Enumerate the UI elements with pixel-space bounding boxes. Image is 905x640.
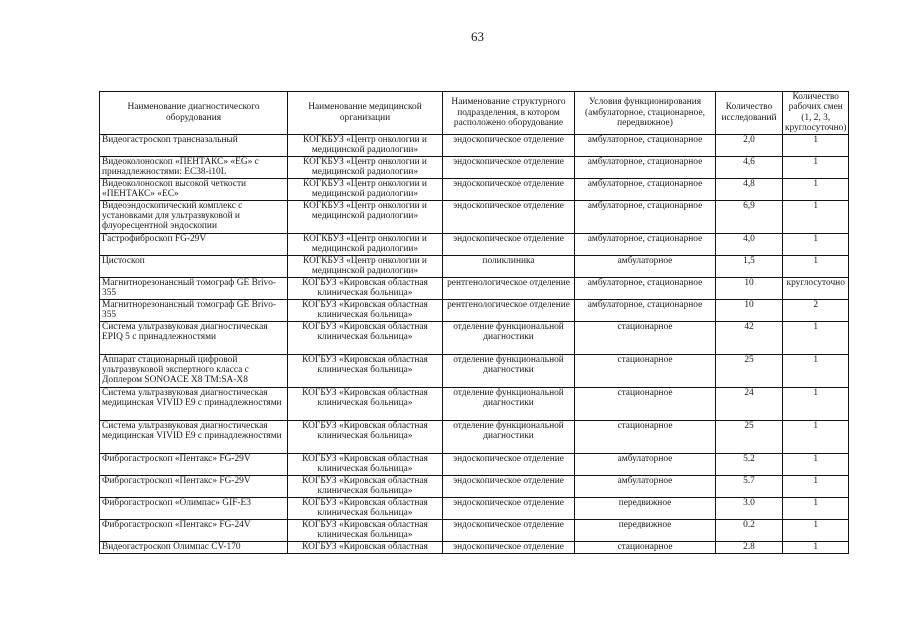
cell-equipment-name: Фиброгастроскоп «Олимпас» GIF-E3 xyxy=(100,497,288,519)
cell-shift-count: 1 xyxy=(783,519,849,541)
cell-organization: КОГБУЗ «Кировская областная клиническая больница» xyxy=(288,354,443,387)
cell-shift-count: 1 xyxy=(783,178,849,200)
cell-shift-count: 1 xyxy=(783,354,849,387)
cell-organization: КОГКБУЗ «Центр онкологии и медицинской радиологии» xyxy=(288,134,443,156)
cell-study-count: 3.0 xyxy=(716,497,783,519)
cell-study-count: 5.2 xyxy=(716,453,783,475)
cell-department: эндоскопическое отделение xyxy=(443,475,575,497)
cell-study-count: 10 xyxy=(716,277,783,299)
cell-conditions: амбулаторное, стационарное xyxy=(575,277,716,299)
cell-conditions: стационарное xyxy=(575,321,716,354)
cell-organization: КОГКБУЗ «Центр онкологии и медицинской радиологии» xyxy=(288,178,443,200)
cell-study-count: 4,6 xyxy=(716,156,783,178)
cell-conditions: стационарное xyxy=(575,354,716,387)
cell-shift-count: 1 xyxy=(783,541,849,553)
table-row xyxy=(100,453,849,475)
cell-conditions: передвижное xyxy=(575,497,716,519)
cell-shift-count: 1 xyxy=(783,255,849,277)
cell-shift-count: 1 xyxy=(783,134,849,156)
cell-shift-count: 1 xyxy=(783,453,849,475)
table-header xyxy=(100,92,849,135)
cell-study-count: 42 xyxy=(716,321,783,354)
table-row xyxy=(100,519,849,541)
table-row xyxy=(100,475,849,497)
cell-equipment-name: Видеоколоноскоп высокой четкости «ПЕНТАКС» «EC» xyxy=(100,178,288,200)
header-conditions: Условия функционирования (амбулаторное, стационарное, передвижное) xyxy=(575,92,716,135)
table-row xyxy=(100,420,849,453)
cell-conditions: амбулаторное, стационарное xyxy=(575,178,716,200)
cell-equipment-name: Система ультразвуковая диагностическая EPIQ 5 с принадлежностями xyxy=(100,321,288,354)
cell-department: эндоскопическое отделение xyxy=(443,519,575,541)
table-row xyxy=(100,387,849,420)
cell-shift-count: 1 xyxy=(783,200,849,233)
cell-conditions: амбулаторное, стационарное xyxy=(575,233,716,255)
cell-conditions: амбулаторное xyxy=(575,255,716,277)
cell-department: эндоскопическое отделение xyxy=(443,541,575,553)
table-row xyxy=(100,134,849,156)
table-row xyxy=(100,354,849,387)
cell-study-count: 0.2 xyxy=(716,519,783,541)
cell-organization: КОГБУЗ «Кировская областная клиническая больница» xyxy=(288,453,443,475)
cell-study-count: 25 xyxy=(716,420,783,453)
cell-shift-count: 1 xyxy=(783,156,849,178)
cell-department: эндоскопическое отделение xyxy=(443,134,575,156)
cell-department: эндоскопическое отделение xyxy=(443,178,575,200)
table-row xyxy=(100,233,849,255)
header-shift-count: Количество рабочих смен (1, 2, 3, круглосуточно) xyxy=(783,92,849,135)
cell-equipment-name: Фиброгастроскоп «Пентакс» FG-24V xyxy=(100,519,288,541)
cell-conditions: стационарное xyxy=(575,387,716,420)
cell-department: рентгенологическое отделение xyxy=(443,299,575,321)
cell-organization: КОГБУЗ «Кировская областная клиническая больница» xyxy=(288,420,443,453)
cell-shift-count: 1 xyxy=(783,497,849,519)
cell-conditions: передвижное xyxy=(575,519,716,541)
cell-organization: КОГБУЗ «Кировская областная клиническая больница» xyxy=(288,497,443,519)
cell-conditions: амбулаторное, стационарное xyxy=(575,200,716,233)
table-row xyxy=(100,299,849,321)
cell-organization: КОГКБУЗ «Центр онкологии и медицинской радиологии» xyxy=(288,255,443,277)
header-department: Наименование структурного подразделения, в котором расположено оборудование xyxy=(443,92,575,135)
table-row xyxy=(100,255,849,277)
cell-equipment-name: Аппарат стационарный цифровой ультразвуковой экспертного класса с Доплером SONOACE X8 TM:SA-X8 xyxy=(100,354,288,387)
equipment-table xyxy=(99,91,849,554)
cell-organization: КОГБУЗ «Кировская областная xyxy=(288,541,443,553)
cell-study-count: 2.8 xyxy=(716,541,783,553)
cell-study-count: 4,0 xyxy=(716,233,783,255)
cell-equipment-name: Фиброгастроскоп «Пентакс» FG-29V xyxy=(100,453,288,475)
cell-equipment-name: Магнитнорезонансный томограф GE Brivo-355 xyxy=(100,299,288,321)
cell-equipment-name: Гастрофиброскоп FG-29V xyxy=(100,233,288,255)
cell-equipment-name: Система ультразвуковая диагностическая медицинская VIVID E9 с принадлежностями xyxy=(100,387,288,420)
table-row xyxy=(100,178,849,200)
table-row xyxy=(100,321,849,354)
page-number: 63 xyxy=(471,29,484,44)
table-row xyxy=(100,156,849,178)
cell-department: эндоскопическое отделение xyxy=(443,497,575,519)
table-row xyxy=(100,200,849,233)
cell-study-count: 1,5 xyxy=(716,255,783,277)
cell-shift-count: 1 xyxy=(783,321,849,354)
cell-equipment-name: Цистоскоп xyxy=(100,255,288,277)
equipment-table-container xyxy=(99,91,849,554)
cell-department: эндоскопическое отделение xyxy=(443,233,575,255)
cell-shift-count: круглосуточно xyxy=(783,277,849,299)
cell-study-count: 5.7 xyxy=(716,475,783,497)
cell-shift-count: 2 xyxy=(783,299,849,321)
cell-organization: КОГКБУЗ «Центр онкологии и медицинской радиологии» xyxy=(288,233,443,255)
header-row xyxy=(100,92,849,135)
cell-shift-count: 1 xyxy=(783,475,849,497)
cell-study-count: 4,8 xyxy=(716,178,783,200)
table-row xyxy=(100,541,849,553)
cell-conditions: стационарное xyxy=(575,420,716,453)
cell-equipment-name: Фиброгастроскоп «Пентакс» FG-29V xyxy=(100,475,288,497)
cell-organization: КОГБУЗ «Кировская областная клиническая больница» xyxy=(288,387,443,420)
cell-equipment-name: Видеоколоноскоп «ПЕНТАКС» «EG» с принадлежностями: EC38-i10L xyxy=(100,156,288,178)
cell-department: отделение функциональной диагностики xyxy=(443,321,575,354)
cell-department: эндоскопическое отделение xyxy=(443,156,575,178)
cell-department: отделение функциональной диагностики xyxy=(443,354,575,387)
cell-equipment-name: Видеогастроскоп Олимпас CV-170 xyxy=(100,541,288,553)
cell-conditions: амбулаторное, стационарное xyxy=(575,299,716,321)
cell-study-count: 10 xyxy=(716,299,783,321)
cell-equipment-name: Видеоэндоскопический комплекс с установками для ультразвуковой и флуоресцентной эндоскопии xyxy=(100,200,288,233)
header-equipment-name: Наименование диагностического оборудования xyxy=(100,92,288,135)
cell-equipment-name: Магнитнорезонансный томограф GE Brivo-355 xyxy=(100,277,288,299)
cell-study-count: 6,9 xyxy=(716,200,783,233)
table-body xyxy=(100,134,849,553)
cell-conditions: стационарное xyxy=(575,541,716,553)
cell-organization: КОГБУЗ «Кировская областная клиническая больница» xyxy=(288,299,443,321)
table-row xyxy=(100,277,849,299)
cell-study-count: 2,0 xyxy=(716,134,783,156)
cell-organization: КОГБУЗ «Кировская областная клиническая больница» xyxy=(288,519,443,541)
table-row xyxy=(100,497,849,519)
cell-organization: КОГКБУЗ «Центр онкологии и медицинской радиологии» xyxy=(288,200,443,233)
cell-department: эндоскопическое отделение xyxy=(443,200,575,233)
cell-organization: КОГБУЗ «Кировская областная клиническая больница» xyxy=(288,277,443,299)
cell-organization: КОГБУЗ «Кировская областная клиническая больница» xyxy=(288,321,443,354)
cell-equipment-name: Видеогастроскоп трансназальный xyxy=(100,134,288,156)
cell-equipment-name: Система ультразвуковая диагностическая медицинская VIVID E9 с принадлежностями xyxy=(100,420,288,453)
header-organization: Наименование медицинской организации xyxy=(288,92,443,135)
cell-department: рентгенологическое отделение xyxy=(443,277,575,299)
cell-organization: КОГБУЗ «Кировская областная клиническая больница» xyxy=(288,475,443,497)
cell-conditions: амбулаторное, стационарное xyxy=(575,156,716,178)
cell-shift-count: 1 xyxy=(783,420,849,453)
cell-shift-count: 1 xyxy=(783,387,849,420)
cell-department: отделение функциональной диагностики xyxy=(443,387,575,420)
cell-conditions: амбулаторное, стационарное xyxy=(575,134,716,156)
cell-department: поликлиника xyxy=(443,255,575,277)
cell-conditions: амбулаторное xyxy=(575,475,716,497)
cell-study-count: 25 xyxy=(716,354,783,387)
header-study-count: Количество исследований xyxy=(716,92,783,135)
cell-study-count: 24 xyxy=(716,387,783,420)
cell-organization: КОГКБУЗ «Центр онкологии и медицинской радиологии» xyxy=(288,156,443,178)
cell-conditions: амбулаторное xyxy=(575,453,716,475)
cell-department: отделение функциональной диагностики xyxy=(443,420,575,453)
cell-department: эндоскопическое отделение xyxy=(443,453,575,475)
cell-shift-count: 1 xyxy=(783,233,849,255)
